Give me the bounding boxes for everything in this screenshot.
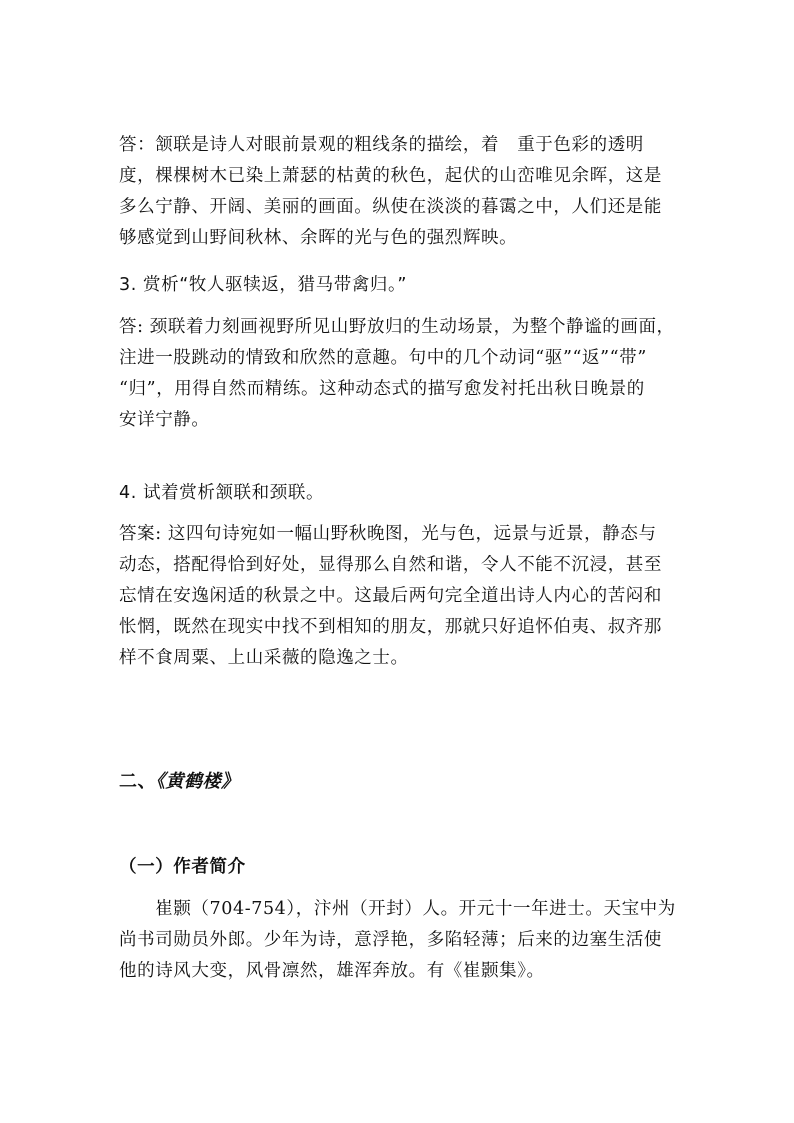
answer-3-paragraph xyxy=(119,312,679,436)
answer-3-line: 安详宁静。 xyxy=(119,410,210,430)
answer-4-line: 动态，搭配得恰到好处，显得那么自然和谐，令人不能不沉浸，甚至 xyxy=(119,555,662,575)
answer-4-line: 忘情在安逸闲适的秋景之中。这最后两句完全道出诗人内心的苦闷和 xyxy=(119,586,662,606)
answer-3-line: “归”，用得自然而精练。这种动态式的描写愈发衬托出秋日晚景的 xyxy=(119,379,645,399)
author-intro-paragraph xyxy=(119,894,679,987)
answer-1-line: 多么宁静、开阔、美丽的画面。纵使在淡淡的暮霭之中，人们还是能 xyxy=(119,197,662,217)
question-4-text: 4. 试着赏析颔联和颈联。 xyxy=(119,483,325,503)
answer-4-line: 样不食周粟、上山采薇的隐逸之士。 xyxy=(119,648,409,668)
question-3-text: 3. 赏析“牧人驱犊返，猎马带禽归。” xyxy=(119,275,408,295)
answer-3-line: 答: 颈联着力刻画视野所见山野放归的生动场景，为整个静谧的画面， xyxy=(119,317,675,337)
answer-4-line: 答案: 这四句诗宛如一幅山野秋晚图，光与色，远景与近景，静态与 xyxy=(119,524,657,544)
answer-4-paragraph xyxy=(119,519,679,674)
answer-3-line: 注进一股跳动的情致和欣然的意趣。句中的几个动词“驱”“返”“带” xyxy=(119,348,647,368)
author-intro-line: 他的诗风大变，风骨凛然，雄浑奔放。有《崔颢集》。 xyxy=(119,961,545,981)
answer-1-line: 够感觉到山野间秋林、余晖的光与色的强烈辉映。 xyxy=(119,228,518,248)
question-3 xyxy=(119,270,679,301)
answer-1-paragraph xyxy=(119,130,679,254)
answer-4-line: 怅惘，既然在现实中找不到相知的朋友，那就只好追怀伯夷、叔齐那 xyxy=(119,617,662,637)
section-2-prefix: 二、 xyxy=(119,771,156,792)
section-2-heading xyxy=(119,767,240,793)
author-intro-line: 崔颢（704-754），汴州（开封）人。开元十一年进士。天宝中为 xyxy=(119,899,676,919)
author-intro-line: 尚书司勋员外郎。少年为诗，意浮艳，多陷轻薄；后来的边塞生活使 xyxy=(119,930,662,950)
subsection-author-heading: （一）作者简介 xyxy=(119,857,246,877)
question-4 xyxy=(119,478,679,509)
answer-1-line: 度，棵棵树木已染上萧瑟的枯黄的秋色，起伏的山峦唯见余晖，这是 xyxy=(119,166,662,186)
answer-1-line: 答：颔联是诗人对眼前景观的粗线条的描绘，着 重于色彩的透明 xyxy=(119,135,644,155)
section-2-book-title: 《黄鹤楼》 xyxy=(156,771,240,792)
